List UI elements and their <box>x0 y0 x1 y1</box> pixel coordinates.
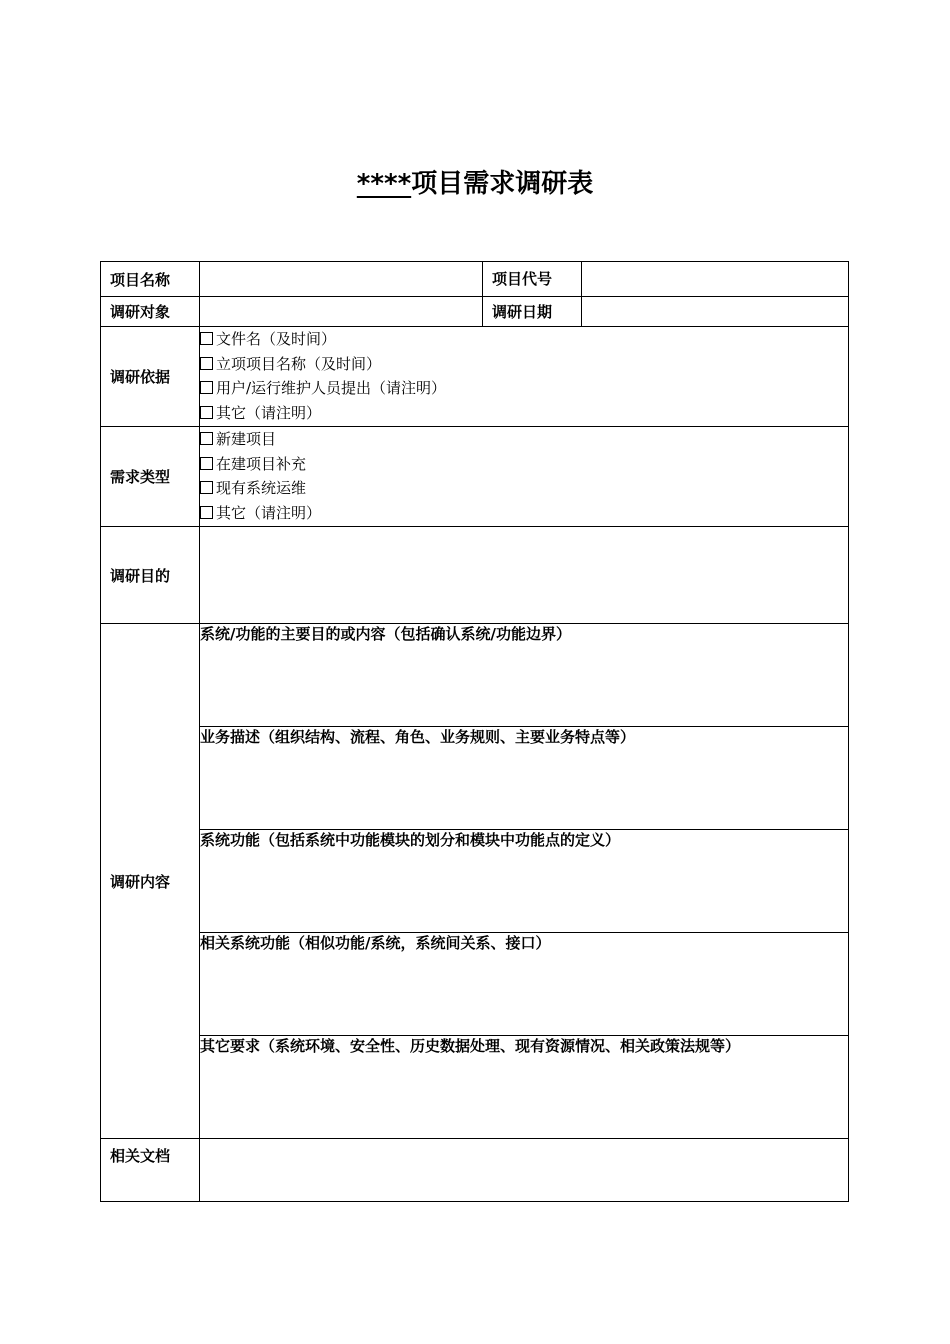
row-demand-type <box>101 427 849 527</box>
checkbox-icon[interactable] <box>200 457 213 470</box>
survey-date-label: 调研日期 <box>483 297 582 327</box>
row-content-2 <box>101 727 849 830</box>
title-text: 项目需求调研表 <box>411 169 594 199</box>
project-code-field[interactable] <box>582 262 849 297</box>
checkbox-icon[interactable] <box>200 332 213 345</box>
basis-option[interactable]: 其它（请注明） <box>200 401 848 426</box>
project-name-label: 项目名称 <box>101 262 200 297</box>
content-section-business[interactable]: 业务描述（组织结构、流程、角色、业务规则、主要业务特点等） <box>200 727 849 830</box>
checkbox-icon[interactable] <box>200 406 213 419</box>
basis-option[interactable]: 立项项目名称（及时间） <box>200 352 848 377</box>
project-code-label: 项目代号 <box>483 262 582 297</box>
row-project-name <box>101 262 849 297</box>
row-content-3 <box>101 830 849 933</box>
row-survey-target <box>101 297 849 327</box>
title-stars: **** <box>356 169 412 199</box>
row-content-4 <box>101 933 849 1036</box>
checkbox-icon[interactable] <box>200 357 213 370</box>
docs-label: 相关文档 <box>101 1139 200 1202</box>
basis-options <box>200 327 849 427</box>
survey-target-field[interactable] <box>200 297 483 327</box>
survey-target-label: 调研对象 <box>101 297 200 327</box>
basis-option[interactable]: 用户/运行维护人员提出（请注明） <box>200 376 848 401</box>
basis-label: 调研依据 <box>101 327 200 427</box>
content-section-purpose[interactable]: 系统/功能的主要目的或内容（包括确认系统/功能边界） <box>200 624 849 727</box>
content-label: 调研内容 <box>101 624 200 1139</box>
row-content-5 <box>101 1036 849 1139</box>
demand-type-options <box>200 427 849 527</box>
demand-type-option[interactable]: 其它（请注明） <box>200 501 848 526</box>
checkbox-icon[interactable] <box>200 432 213 445</box>
basis-option[interactable]: 文件名（及时间） <box>200 327 848 352</box>
page-title <box>0 166 950 202</box>
project-name-field[interactable] <box>200 262 483 297</box>
row-basis <box>101 327 849 427</box>
content-section-functions[interactable]: 系统功能（包括系统中功能模块的划分和模块中功能点的定义） <box>200 830 849 933</box>
demand-type-option[interactable]: 在建项目补充 <box>200 452 848 477</box>
demand-type-label: 需求类型 <box>101 427 200 527</box>
row-purpose <box>101 527 849 624</box>
survey-date-field[interactable] <box>582 297 849 327</box>
checkbox-icon[interactable] <box>200 506 213 519</box>
checkbox-icon[interactable] <box>200 381 213 394</box>
demand-type-option[interactable]: 新建项目 <box>200 427 848 452</box>
content-section-related-systems[interactable]: 相关系统功能（相似功能/系统，系统间关系、接口） <box>200 933 849 1036</box>
demand-type-option[interactable]: 现有系统运维 <box>200 476 848 501</box>
content-section-other-requirements[interactable]: 其它要求（系统环境、安全性、历史数据处理、现有资源情况、相关政策法规等） <box>200 1036 849 1139</box>
row-content-1 <box>101 624 849 727</box>
purpose-field[interactable] <box>200 527 849 624</box>
purpose-label: 调研目的 <box>101 527 200 624</box>
survey-form-table <box>100 261 849 1202</box>
row-docs <box>101 1139 849 1202</box>
checkbox-icon[interactable] <box>200 481 213 494</box>
docs-field[interactable] <box>200 1139 849 1202</box>
